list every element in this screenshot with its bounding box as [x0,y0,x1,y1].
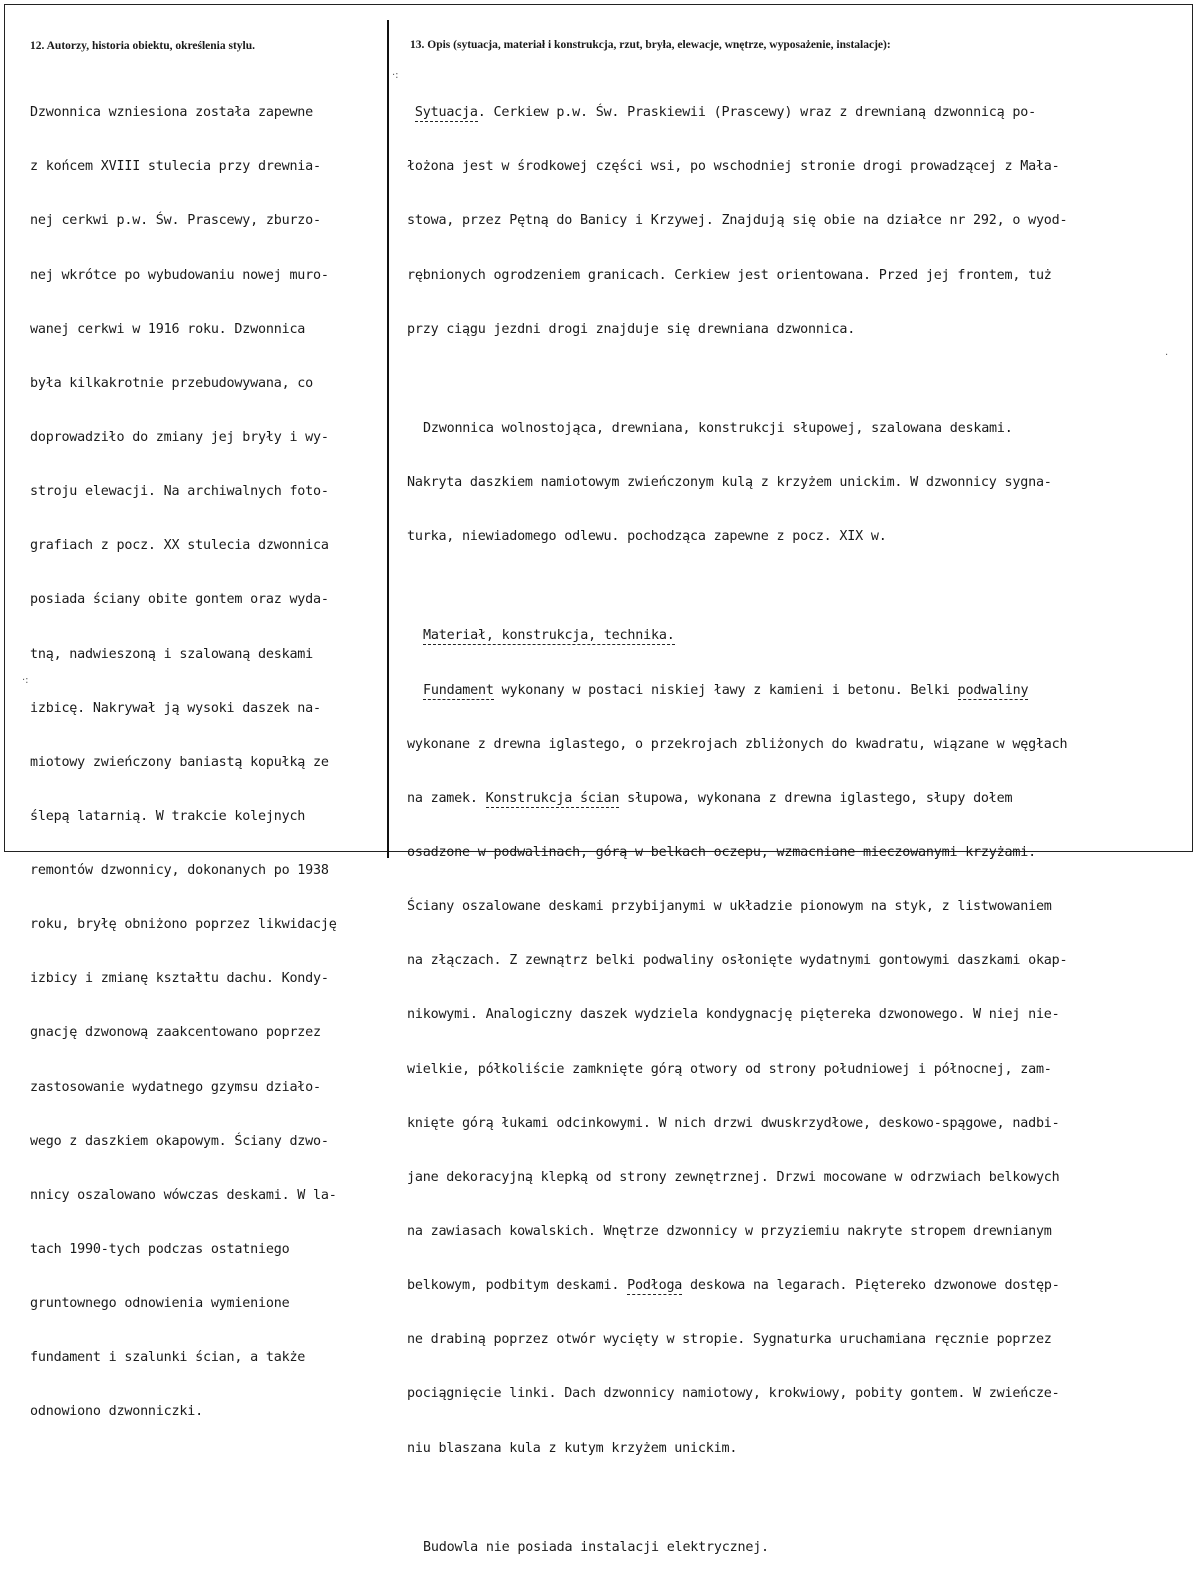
history-line: z końcem XVIII stulecia przy drewnia- [30,159,321,175]
history-line: roku, bryłę obniżono poprzez likwidację [30,917,337,933]
history-line: tną, nadwieszoną i szalowaną deskami [30,646,314,662]
fundament-heading: Fundament [423,682,494,698]
history-line: odnowiono dzwonniczki. [30,1404,203,1420]
situation-line: łożona jest w środkowej części wsi, po wschodniej stronie drogi prowadzącej z Mała- [407,159,1060,175]
history-line: stroju elewacji. Na archiwalnych foto- [30,484,329,500]
material-line: knięte górą łukami odcinkowymi. W nich drzwi dwuskrzydłowe, deskowo-spągowe, nadbi- [407,1115,1060,1131]
material-heading-line [407,627,1067,645]
floor-text: deskowa na legarach. Piętereko dzwonowe dostęp- [682,1278,1060,1294]
history-line: zastosowanie wydatnego gzymsu działo- [30,1079,321,1095]
situation-line [407,104,1067,122]
history-line: wego z daszkiem okapowym. Ściany dzwo- [30,1133,329,1149]
overview-line: Nakryta daszkiem namiotowym zwieńczonym kulą z krzyżem unickim. W dzwonnicy sygna- [407,475,1052,491]
situation-line: stowa, przez Pętną do Banicy i Krzywej. Znajdują się obie na działce nr 292, o wyod- [407,213,1068,229]
situation-line: rębnionych ogrodzeniem granicach. Cerkiew jest orientowana. Przed jej frontem, tuż [407,267,1052,283]
situation-text: . Cerkiew p.w. Św. Praskiewii (Prascewy) wraz z drewnianą dzwonnicą po- [477,105,1036,121]
overview-line: Dzwonnica wolnostojąca, drewniana, konstrukcji słupowej, szalowana deskami. [423,420,1013,436]
material-line: pociągnięcie linki. Dach dzwonnicy namiotowy, krokwiowy, pobity gontem. W zwieńcze- [407,1386,1060,1402]
material-line: jane dekoracyjną klepką od strony zewnętrznej. Drzwi mocowane w odrzwiach belkowych [407,1169,1060,1185]
history-line: nej cerkwi p.w. Św. Prascewy, zburzo- [30,213,321,229]
fundament-text: wykonany w postaci niskiej ławy z kamieni i betonu. Belki [493,682,958,698]
podwaliny-heading: podwaliny [957,682,1029,698]
material-line: Ściany oszalowane deskami przybijanymi w układzie pionowym na styk, z listwowaniem [407,899,1052,915]
history-line: remontów dzwonnicy, dokonanych po 1938 [30,863,329,879]
material-line: niu blaszana kula z kutym krzyżem unickim. [407,1440,738,1456]
situation-heading: Sytuacja [414,105,478,121]
material-line [407,682,1067,700]
material-line: osadzone w podwalinach, górą w belkach oczepu, wzmacniane mieczowanymi krzyżami. [407,844,1036,860]
history-line: izbicę. Nakrywał ją wysoki daszek na- [30,700,321,716]
material-line: wykonane z drewna iglastego, o przekrojach zbliżonych do kwadratu, wiązane w węgłach [407,736,1068,752]
history-line: doprowadziło do zmiany jej bryły i wy- [30,429,329,445]
floor-heading: Podłoga [627,1278,683,1294]
closing-line: Budowla nie posiada instalacji elektrycznej. [423,1539,769,1555]
scan-speck: ·: [392,70,399,81]
history-line: gruntownego odnowienia wymienione [30,1296,290,1312]
section-12-header: 12. Autorzy, historia obiektu, określenia stylu. [30,40,256,52]
history-line: była kilkakrotnie przebudowywana, co [30,375,314,391]
zamek-text: na zamek. [407,790,486,806]
history-line: gnację dzwonową zaakcentowano poprzez [30,1025,321,1041]
section-13-header: 13. Opis (sytuacja, materiał i konstrukcja, rzut, bryła, elewacje, wnętrze, wyposażenie, instalacje): [410,39,891,51]
material-heading: Materiał, konstrukcja, technika. [423,628,675,644]
history-line: Dzwonnica wzniesiona została zapewne [30,105,314,121]
column-divider [387,20,389,858]
history-line: nnicy oszalowano wówczas deskami. W la- [30,1187,337,1203]
material-line: nikowymi. Analogiczny daszek wydziela kondygnację piętereka dzwonowego. W niej nie- [407,1007,1060,1023]
history-line: izbicy i zmianę kształtu dachu. Kondy- [30,971,329,987]
material-line: wielkie, półkoliście zamknięte górą otwory od strony południowej i północnej, zam- [407,1061,1052,1077]
history-line: wanej cerkwi w 1916 roku. Dzwonnica [30,321,306,337]
material-line [407,1277,1067,1295]
history-line: ślepą latarnią. W trakcie kolejnych [30,808,306,824]
history-column [30,68,337,1440]
material-line: na zawiasach kowalskich. Wnętrze dzwonnicy w przyziemiu nakryte stropem drewnianym [407,1223,1052,1239]
scan-speck: ·: [22,675,29,686]
description-column [407,68,1067,1575]
situation-line: przy ciągu jezdni drogi znajduje się drewniana dzwonnica. [407,321,856,337]
belkowym-text: belkowym, podbitym deskami. [407,1278,628,1294]
scan-speck: · [1165,350,1169,361]
history-line: nej wkrótce po wybudowaniu nowej muro- [30,267,329,283]
walls-text: słupowa, wykonana z drewna iglastego, słupy dołem [619,790,1013,806]
history-line: fundament i szalunki ścian, a także [30,1350,306,1366]
history-line: miotowy zwieńczony baniastą kopułką ze [30,754,329,770]
material-line: ne drabiną poprzez otwór wycięty w stropie. Sygnaturka uruchamiana ręcznie poprzez [407,1332,1052,1348]
overview-line: turka, niewiadomego odlewu. pochodząca zapewne z pocz. XIX w. [407,529,887,545]
material-line [407,790,1067,808]
history-line: grafiach z pocz. XX stulecia dzwonnica [30,538,329,554]
material-line: na złączach. Z zewnątrz belki podwaliny osłonięte wydatnymi gontowymi daszkami okap- [407,953,1068,969]
history-line: tach 1990-tych podczas ostatniego [30,1242,290,1258]
history-line: posiada ściany obite gontem oraz wyda- [30,592,329,608]
walls-heading: Konstrukcja ścian [485,790,620,806]
